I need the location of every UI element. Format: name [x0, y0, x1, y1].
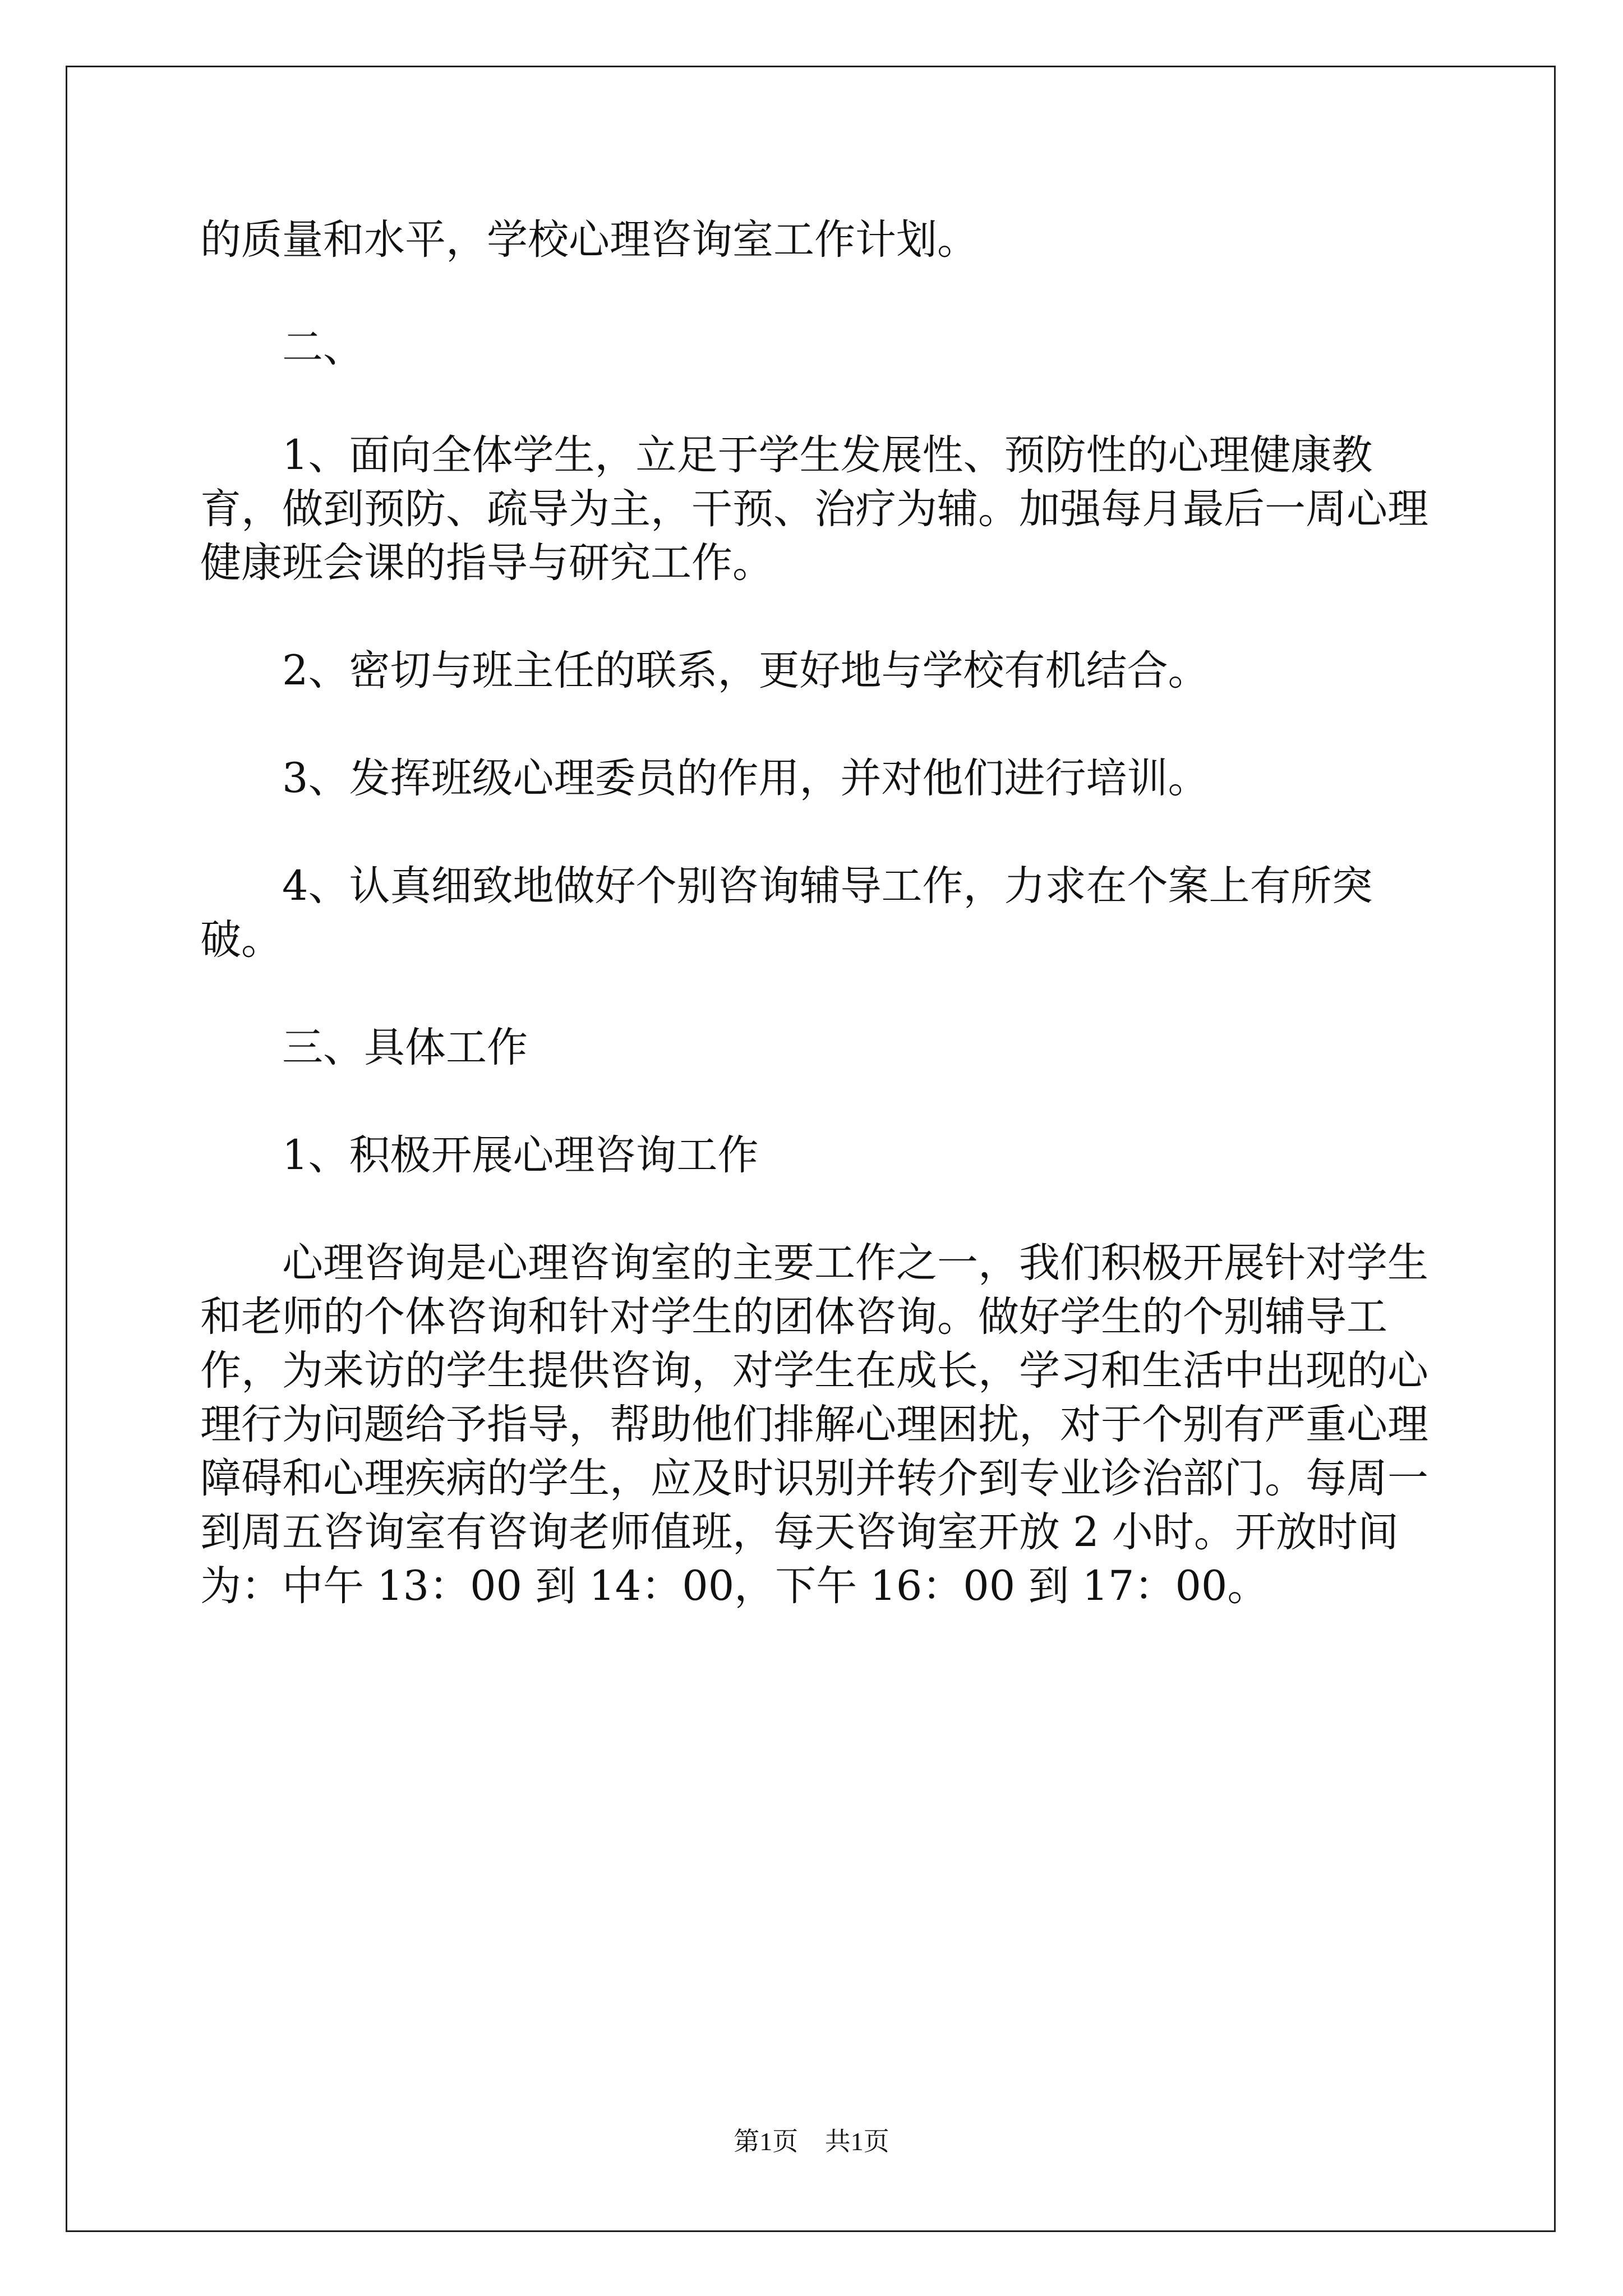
paragraph-item-2: 2、密切与班主任的联系，更好地与学校有机结合。	[282, 647, 1209, 694]
paragraph-item-4: 4、认真细致地做好个别咨询辅导工作，力求在个案上有所突破。	[200, 862, 1373, 964]
heading-section-three: 三、具体工作	[282, 1024, 528, 1071]
paragraph-counseling-details: 心理咨询是心理咨询室的主要工作之一，我们积极开展针对学生和老师的个体咨询和针对学生的团体咨询。做好学生的个别辅导工作，为来访的学生提供咨询，对学生在成长，学习和生活中出现的心理行为问题给予指导，帮助他们排解心理困扰，对于个别有严重心理障碍和心理疾病的学生，应及时识别并转介到专业诊治部门。每周一到周五咨询室有咨询老师值班，每天咨询室开放 2 小时。开放时间为：中午 13：00 到 14：00，下午 16：00 到 17：00。	[200, 1239, 1428, 1610]
paragraph-continuation: 的质量和水平，学校心理咨询室工作计划。	[200, 216, 978, 264]
paragraph-item-1: 1、面向全体学生，立足于学生发展性、预防性的心理健康教育，做到预防、疏导为主，干预、治疗为辅。加强每月最后一周心理健康班会课的指导与研究工作。	[200, 431, 1428, 587]
page-footer	[0, 2126, 1623, 2157]
page-number-current: 第1页	[734, 2127, 799, 2156]
subheading-counseling: 1、积极开展心理咨询工作	[282, 1131, 759, 1179]
paragraph-item-3: 3、发挥班级心理委员的作用，并对他们进行培训。	[282, 754, 1209, 802]
page-number-total: 共1页	[824, 2127, 889, 2156]
document-body	[200, 213, 1445, 1667]
heading-section-two: 二、	[282, 324, 364, 371]
